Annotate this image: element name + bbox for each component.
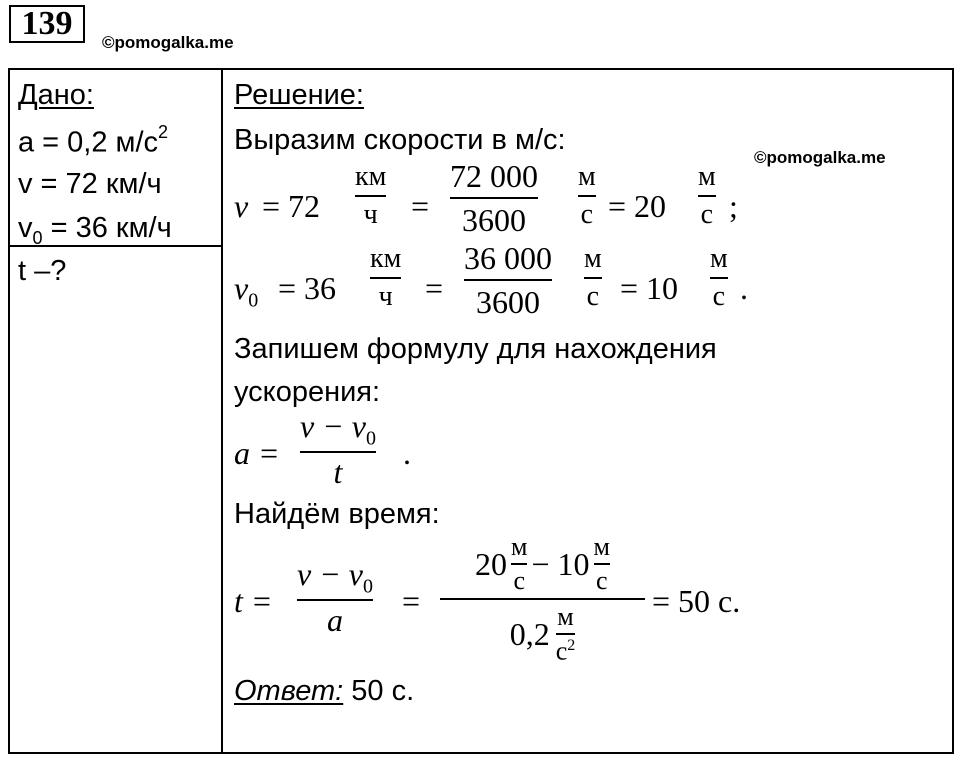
- answer-value: 50 с.: [343, 675, 415, 707]
- step-acceleration-formula-cont: ускорения:: [234, 376, 381, 408]
- step-convert-speeds: Выразим скорости в м/с:: [234, 124, 566, 156]
- find-time: t –?: [18, 255, 67, 287]
- given-velocity: v = 72 км/ч: [18, 168, 162, 200]
- solution-heading: Решение:: [234, 79, 364, 111]
- given-initial-velocity: $v_0 = 36$ км/ч: [18, 212, 172, 248]
- problem-number: 139: [9, 5, 85, 43]
- watermark-top: ©pomogalka.me: [102, 33, 234, 52]
- step-acceleration-formula: Запишем формулу для нахождения: [234, 333, 717, 365]
- given-heading: Дано:: [18, 79, 94, 111]
- step-find-time: Найдём время:: [234, 498, 440, 530]
- answer-label: Ответ:: [234, 675, 344, 707]
- watermark-middle: ©pomogalka.me: [754, 148, 886, 167]
- column-divider: [221, 68, 223, 754]
- given-acceleration: a = 0,2 $м/с^2$: [18, 122, 169, 159]
- answer: [234, 677, 414, 706]
